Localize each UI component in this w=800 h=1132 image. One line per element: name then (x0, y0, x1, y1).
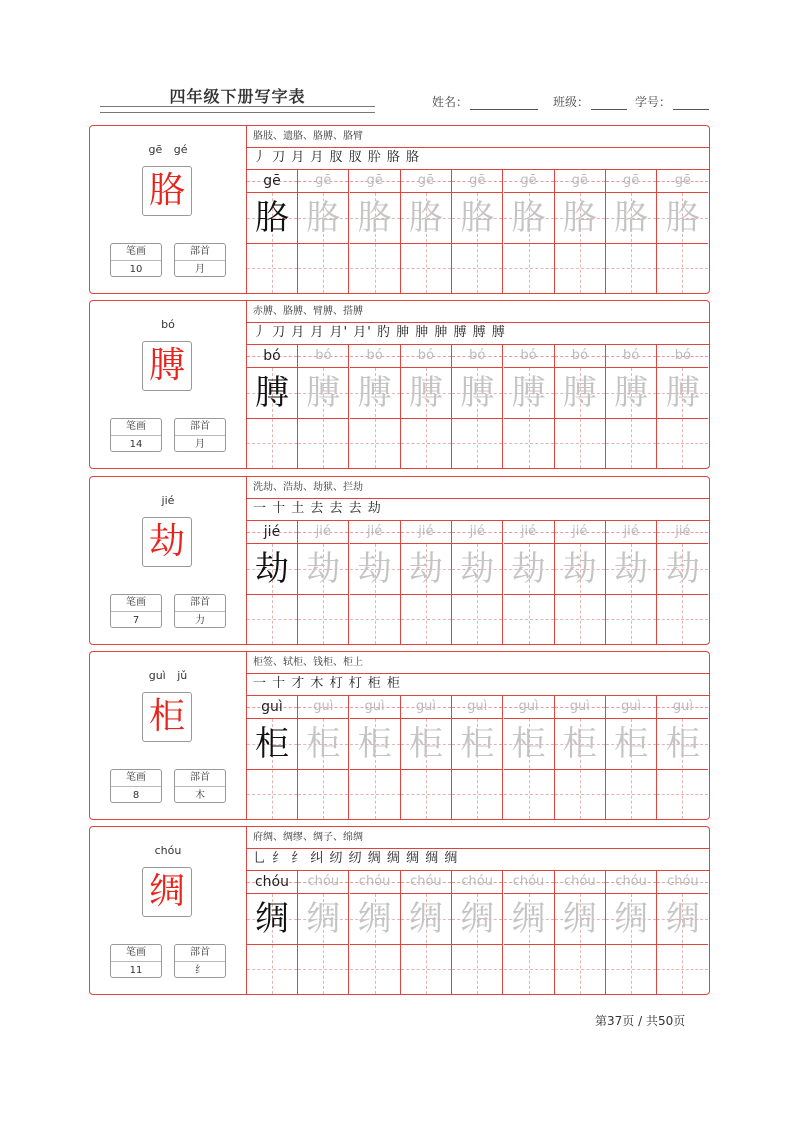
character-info (90, 652, 247, 819)
page-header (0, 0, 800, 120)
stroke-count-value: 11 (129, 965, 143, 976)
practice-area (247, 126, 709, 293)
practice-pinyin: gē (657, 170, 708, 193)
practice-cell[interactable] (657, 521, 708, 645)
class-label: 班级： (553, 95, 590, 109)
practice-character: 胳 (408, 198, 443, 238)
practice-character: 绸 (255, 899, 289, 939)
practice-cell[interactable] (452, 696, 503, 820)
practice-pinyin: guì (401, 696, 451, 719)
practice-cell[interactable] (657, 696, 708, 820)
practice-character: 膊 (306, 373, 341, 413)
practice-character: 胳 (614, 198, 649, 238)
character-display: 柜 (142, 692, 192, 742)
practice-cell[interactable] (401, 170, 452, 294)
practice-character: 膊 (665, 373, 700, 413)
practice-cell[interactable] (606, 871, 657, 995)
radical-value: 力 (195, 615, 205, 626)
practice-character: 劫 (614, 549, 649, 589)
radical-label: 部首 (175, 419, 225, 436)
title-underline (100, 106, 375, 113)
practice-character: 柜 (665, 724, 700, 764)
practice-cell[interactable] (606, 170, 657, 294)
practice-cell[interactable] (350, 696, 401, 820)
character-card (89, 300, 710, 469)
practice-cell[interactable] (247, 345, 298, 469)
student-number-blank[interactable] (673, 97, 709, 110)
character-pinyin: gē gé (148, 143, 188, 156)
practice-pinyin: chóu (504, 871, 554, 894)
character-display: 胳 (142, 166, 192, 216)
practice-cell[interactable] (350, 871, 401, 995)
practice-pinyin: jié (606, 521, 656, 544)
character-card (89, 651, 710, 820)
practice-pinyin: gē (452, 170, 502, 193)
practice-character: 胳 (357, 198, 392, 238)
stroke-order: 一 十 土 去 去 去 劫 (253, 501, 382, 516)
practice-pinyin: bó (298, 345, 348, 368)
practice-character: 劫 (255, 549, 289, 589)
practice-cell[interactable] (452, 345, 503, 469)
stroke-count-label: 笔画 (111, 945, 161, 962)
practice-pinyin: bó (504, 345, 554, 368)
student-number-field[interactable] (635, 93, 709, 110)
radical-box (174, 418, 226, 452)
practice-character: 绸 (460, 899, 495, 939)
practice-cell[interactable] (606, 345, 657, 469)
character-pinyin: jié (161, 494, 175, 507)
radical-value: 月 (195, 264, 205, 275)
class-field[interactable] (553, 93, 627, 110)
practice-pinyin: bó (247, 345, 297, 368)
practice-pinyin: chóu (298, 871, 348, 894)
practice-character: 柜 (408, 724, 443, 764)
character-info (90, 827, 247, 994)
stroke-order: 一 十 才 木 朾 朾 柜 柜 (253, 676, 401, 691)
character-pinyin: guì jǔ (148, 669, 188, 682)
practice-cell[interactable] (401, 345, 452, 469)
practice-pinyin: gē (247, 170, 297, 193)
stroke-order: 乚 纟 纟 纠 纫 纫 绸 绸 绸 绸 绸 (253, 851, 459, 866)
stroke-order: 丿 刀 月 月 肞 肞 肸 胳 胳 (253, 150, 421, 165)
practice-pinyin: chóu (606, 871, 656, 894)
character-card (89, 125, 710, 294)
practice-character: 膊 (614, 373, 649, 413)
word-examples: 洗劫、浩劫、劫狱、拦劫 (253, 482, 363, 493)
character-display: 劫 (142, 517, 192, 567)
practice-cell[interactable] (401, 696, 452, 820)
word-examples: 府绸、绸缪、绸子、绵绸 (253, 832, 363, 843)
practice-character: 绸 (408, 899, 443, 939)
practice-pinyin: bó (350, 345, 400, 368)
practice-pinyin: bó (401, 345, 451, 368)
practice-character: 胳 (562, 198, 597, 238)
practice-cell[interactable] (657, 871, 708, 995)
practice-cell[interactable] (247, 170, 298, 294)
practice-cell[interactable] (247, 521, 298, 645)
name-blank[interactable] (470, 97, 538, 110)
character-display: 绸 (142, 867, 192, 917)
radical-label: 部首 (175, 595, 225, 612)
practice-cell[interactable] (504, 871, 555, 995)
radical-box (174, 243, 226, 277)
practice-cell[interactable] (555, 521, 606, 645)
stroke-count-box (110, 769, 162, 803)
practice-character: 劫 (408, 549, 443, 589)
practice-character: 柜 (562, 724, 597, 764)
stroke-count-box (110, 418, 162, 452)
practice-cell[interactable] (350, 521, 401, 645)
practice-character: 绸 (511, 899, 546, 939)
practice-pinyin: gē (401, 170, 451, 193)
practice-cell[interactable] (247, 696, 298, 820)
practice-pinyin: bó (452, 345, 502, 368)
practice-character: 胳 (511, 198, 546, 238)
practice-cell[interactable] (298, 696, 349, 820)
practice-pinyin: guì (452, 696, 502, 719)
practice-cell[interactable] (555, 871, 606, 995)
practice-character: 柜 (306, 724, 341, 764)
practice-cell[interactable] (298, 871, 349, 995)
stroke-count-box (110, 243, 162, 277)
practice-pinyin: guì (298, 696, 348, 719)
practice-character: 劫 (511, 549, 546, 589)
practice-pinyin: gē (350, 170, 400, 193)
practice-pinyin: guì (657, 696, 708, 719)
radical-value: 木 (195, 790, 205, 801)
practice-pinyin: jié (452, 521, 502, 544)
stroke-count-value: 10 (129, 264, 143, 275)
practice-character: 劫 (665, 549, 700, 589)
practice-cell[interactable] (555, 696, 606, 820)
practice-cell[interactable] (298, 521, 349, 645)
practice-cell[interactable] (298, 345, 349, 469)
practice-character: 柜 (511, 724, 546, 764)
practice-character: 柜 (614, 724, 649, 764)
stroke-count-value: 7 (132, 615, 140, 626)
practice-cell[interactable] (504, 345, 555, 469)
practice-pinyin: guì (350, 696, 400, 719)
practice-character: 胳 (306, 198, 341, 238)
practice-area (247, 301, 709, 468)
practice-cell[interactable] (350, 170, 401, 294)
practice-pinyin: gē (504, 170, 554, 193)
stroke-count-label: 笔画 (111, 419, 161, 436)
practice-cell[interactable] (504, 521, 555, 645)
practice-pinyin: jié (298, 521, 348, 544)
practice-character: 绸 (614, 899, 649, 939)
character-display: 膊 (142, 341, 192, 391)
practice-character: 胳 (460, 198, 495, 238)
stroke-order: 丿 刀 月 月 月' 月' 肑 胂 胂 胂 膊 膊 膊 (253, 325, 506, 340)
radical-label: 部首 (175, 244, 225, 261)
practice-character: 膊 (562, 373, 597, 413)
radical-box (174, 594, 226, 628)
practice-cell[interactable] (606, 521, 657, 645)
word-examples: 胳肢、遗胳、胳膊、胳臂 (253, 131, 363, 142)
class-blank[interactable] (591, 97, 627, 110)
practice-cell[interactable] (452, 521, 503, 645)
name-label: 姓名： (432, 95, 469, 109)
character-pinyin: chóu (154, 844, 182, 857)
practice-cell[interactable] (298, 170, 349, 294)
practice-area (247, 652, 709, 819)
practice-cell[interactable] (555, 170, 606, 294)
practice-character: 绸 (357, 899, 392, 939)
practice-pinyin: jié (247, 521, 297, 544)
character-card (89, 476, 710, 645)
character-info (90, 126, 247, 293)
character-card (89, 826, 710, 995)
practice-cell[interactable] (504, 696, 555, 820)
radical-label: 部首 (175, 945, 225, 962)
radical-box (174, 944, 226, 978)
character-info (90, 477, 247, 644)
practice-character: 膊 (511, 373, 546, 413)
practice-character: 柜 (460, 724, 495, 764)
practice-pinyin: chóu (350, 871, 400, 894)
stroke-count-label: 笔画 (111, 595, 161, 612)
practice-cell[interactable] (606, 696, 657, 820)
character-pinyin: bó (161, 318, 175, 331)
word-examples: 柜签、轼柜、钱柜、柜上 (253, 657, 363, 668)
radical-label: 部首 (175, 770, 225, 787)
practice-character: 膊 (255, 373, 289, 413)
student-number-label: 学号： (635, 95, 672, 109)
stroke-count-box (110, 944, 162, 978)
practice-character: 劫 (460, 549, 495, 589)
practice-character: 绸 (306, 899, 341, 939)
practice-pinyin: gē (298, 170, 348, 193)
practice-cell[interactable] (657, 345, 708, 469)
practice-pinyin: bó (657, 345, 708, 368)
practice-pinyin: jié (657, 521, 708, 544)
practice-pinyin: jié (504, 521, 554, 544)
practice-cell[interactable] (452, 871, 503, 995)
page-title: 四年级下册写字表 (169, 87, 306, 106)
practice-pinyin: chóu (247, 871, 297, 894)
practice-pinyin: chóu (452, 871, 502, 894)
stroke-count-label: 笔画 (111, 770, 161, 787)
practice-cell[interactable] (555, 345, 606, 469)
practice-pinyin: guì (555, 696, 605, 719)
practice-cell[interactable] (504, 170, 555, 294)
practice-character: 胳 (665, 198, 700, 238)
practice-character: 柜 (357, 724, 392, 764)
radical-box (174, 769, 226, 803)
practice-pinyin: guì (606, 696, 656, 719)
practice-pinyin: bó (606, 345, 656, 368)
practice-character: 劫 (306, 549, 341, 589)
practice-character: 膊 (408, 373, 443, 413)
practice-pinyin: gē (555, 170, 605, 193)
practice-character: 绸 (665, 899, 700, 939)
stroke-count-box (110, 594, 162, 628)
stroke-count-value: 8 (132, 790, 140, 801)
practice-character: 绸 (562, 899, 597, 939)
practice-area (247, 827, 709, 994)
radical-value: 纟 (195, 965, 205, 976)
practice-pinyin: jié (401, 521, 451, 544)
practice-character: 劫 (357, 549, 392, 589)
character-info (90, 301, 247, 468)
practice-pinyin: jié (555, 521, 605, 544)
practice-cell[interactable] (401, 871, 452, 995)
practice-cell[interactable] (452, 170, 503, 294)
practice-pinyin: guì (247, 696, 297, 719)
practice-cell[interactable] (350, 345, 401, 469)
practice-pinyin: jié (350, 521, 400, 544)
practice-pinyin: guì (504, 696, 554, 719)
practice-area (247, 477, 709, 644)
word-examples: 赤膊、胳膊、臂膊、搭膊 (253, 306, 363, 317)
practice-character: 胳 (255, 198, 289, 238)
practice-pinyin: chóu (401, 871, 451, 894)
page-number: 第37页 / 共50页 (595, 1014, 686, 1028)
practice-cell[interactable] (657, 170, 708, 294)
practice-cell[interactable] (401, 521, 452, 645)
practice-pinyin: gē (606, 170, 656, 193)
practice-character: 膊 (460, 373, 495, 413)
practice-pinyin: bó (555, 345, 605, 368)
practice-character: 膊 (357, 373, 392, 413)
name-field[interactable] (432, 93, 538, 110)
stroke-count-value: 14 (129, 439, 143, 450)
radical-value: 月 (195, 439, 205, 450)
stroke-count-label: 笔画 (111, 244, 161, 261)
practice-pinyin: chóu (657, 871, 708, 894)
practice-character: 柜 (255, 724, 289, 764)
practice-cell[interactable] (247, 871, 298, 995)
practice-character: 劫 (562, 549, 597, 589)
practice-pinyin: chóu (555, 871, 605, 894)
